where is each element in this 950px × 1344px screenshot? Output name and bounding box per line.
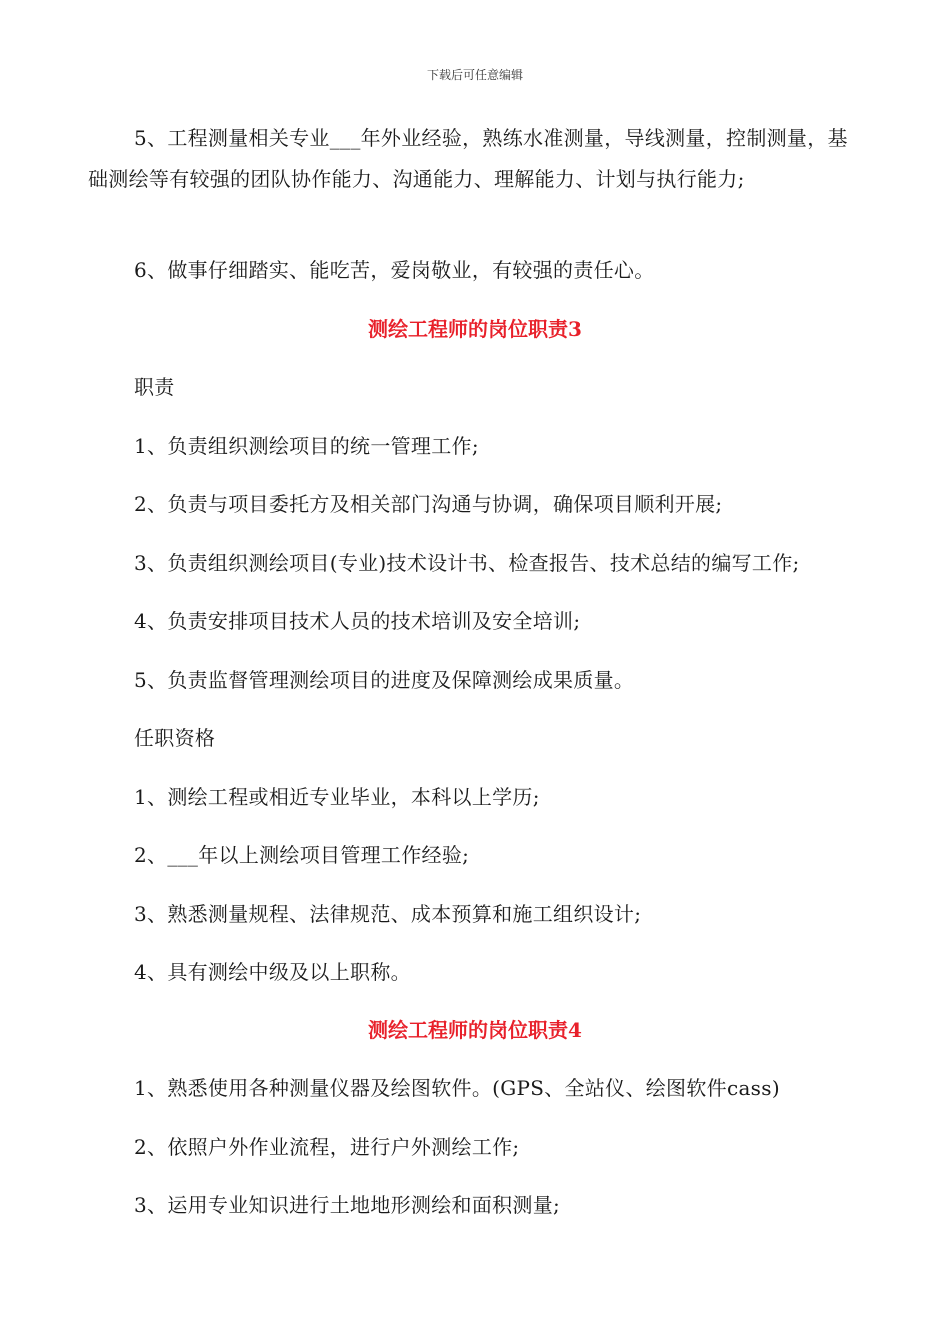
- duty-item-5: 5、负责监督管理测绘项目的进度及保障测绘成果质量。: [134, 668, 635, 692]
- qual-item-4: 4、具有测绘中级及以上职称。: [134, 960, 411, 984]
- section-4-item-2: 2、依照户外作业流程，进行户外测绘工作;: [134, 1135, 520, 1159]
- section-4-title: 测绘工程师的岗位职责4: [368, 1018, 582, 1042]
- header-note: 下载后可任意编辑: [426, 68, 523, 82]
- section-4-item-1: 1、熟悉使用各种测量仪器及绘图软件。(GPS、全站仪、绘图软件cass): [134, 1076, 780, 1100]
- duty-item-1: 1、负责组织测绘项目的统一管理工作;: [134, 434, 479, 458]
- duty-item-3: 3、负责组织测绘项目(专业)技术设计书、检查报告、技术总结的编写工作;: [134, 551, 800, 575]
- section-3-title: 测绘工程师的岗位职责3: [368, 317, 582, 341]
- duties-label: 职责: [134, 375, 175, 399]
- paragraph-item-6: 6、做事仔细踏实、能吃苦，爱岗敬业，有较强的责任心。: [134, 258, 655, 282]
- qual-item-1: 1、测绘工程或相近专业毕业，本科以上学历;: [134, 785, 540, 809]
- qual-item-2: 2、___年以上测绘项目管理工作经验;: [134, 843, 470, 867]
- paragraph-item-5: 5、工程测量相关专业___年外业经验，熟练水准测量，导线测量，控制测量，基础测绘等有较强的团队协作能力、沟通能力、理解能力、计划与执行能力;: [88, 126, 848, 191]
- qual-item-3: 3、熟悉测量规程、法律规范、成本预算和施工组织设计;: [134, 902, 642, 926]
- section-4-item-3: 3、运用专业知识进行土地地形测绘和面积测量;: [134, 1193, 561, 1217]
- qualifications-label: 任职资格: [134, 726, 216, 750]
- duty-item-4: 4、负责安排项目技术人员的技术培训及安全培训;: [134, 609, 581, 633]
- duty-item-2: 2、负责与项目委托方及相关部门沟通与协调，确保项目顺利开展;: [134, 492, 723, 516]
